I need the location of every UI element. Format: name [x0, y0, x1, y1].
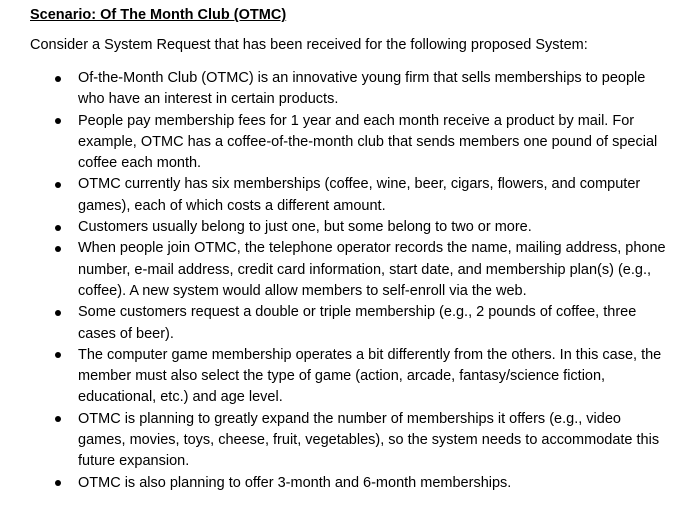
- bullet-item: [0, 238, 694, 302]
- bullet-item: [0, 345, 694, 409]
- bullet-text: Some customers request a double or triple membership (e.g., 2 pounds of coffee, three cases of beer).: [78, 304, 637, 342]
- bullet-dot-icon: [55, 118, 61, 124]
- bullet-text: OTMC is also planning to offer 3-month and 6-month memberships.: [78, 474, 512, 491]
- bullet-text: When people join OTMC, the telephone operator records the name, mailing address, phone number, e-mail address, credit card information, start date, and membership plan(s) (e.g., coffee). A new system would allow members to self-enroll via the web.: [78, 240, 666, 299]
- bullet-text: People pay membership fees for 1 year and each month receive a product by mail. For example, OTMC has a coffee-of-the-month club that sends members one pound of special coffee each month.: [78, 112, 658, 172]
- bullet-dot-icon: [55, 310, 61, 316]
- bullet-item: [0, 217, 694, 238]
- bullet-dot-icon: [55, 225, 61, 231]
- bullet-item: [0, 174, 694, 217]
- bullet-dot-icon: [55, 182, 61, 188]
- bullet-list: [0, 68, 694, 494]
- bullet-text: Customers usually belong to just one, but some belong to two or more.: [78, 219, 532, 236]
- scenario-heading: Scenario: Of The Month Club (OTMC): [30, 7, 287, 23]
- bullet-text: OTMC currently has six memberships (coffee, wine, beer, cigars, flowers, and computer games), each of which costs a different amount.: [78, 176, 641, 214]
- bullet-item: [0, 111, 694, 175]
- bullet-dot-icon: [55, 480, 61, 486]
- bullet-item: [0, 302, 694, 345]
- intro-paragraph: Consider a System Request that has been received for the following proposed System:: [30, 37, 588, 53]
- bullet-text: OTMC is planning to greatly expand the number of memberships it offers (e.g., video games, movies, toys, cheese, fruit, vegetables), so the system needs to accommodate this future expansion.: [78, 410, 660, 470]
- bullet-dot-icon: [55, 416, 61, 422]
- bullet-dot-icon: [55, 352, 61, 358]
- bullet-item: [0, 409, 694, 473]
- bullet-item: [0, 68, 694, 111]
- bullet-item: [0, 473, 694, 494]
- bullet-text: Of-the-Month Club (OTMC) is an innovative young firm that sells memberships to people who have an interest in certain products.: [78, 70, 646, 108]
- bullet-dot-icon: [55, 76, 61, 82]
- bullet-text: The computer game membership operates a bit differently from the others. In this case, the member must also select the type of game (action, arcade, fantasy/science fiction, educational, etc.) and age level.: [78, 346, 662, 406]
- bullet-dot-icon: [55, 246, 61, 252]
